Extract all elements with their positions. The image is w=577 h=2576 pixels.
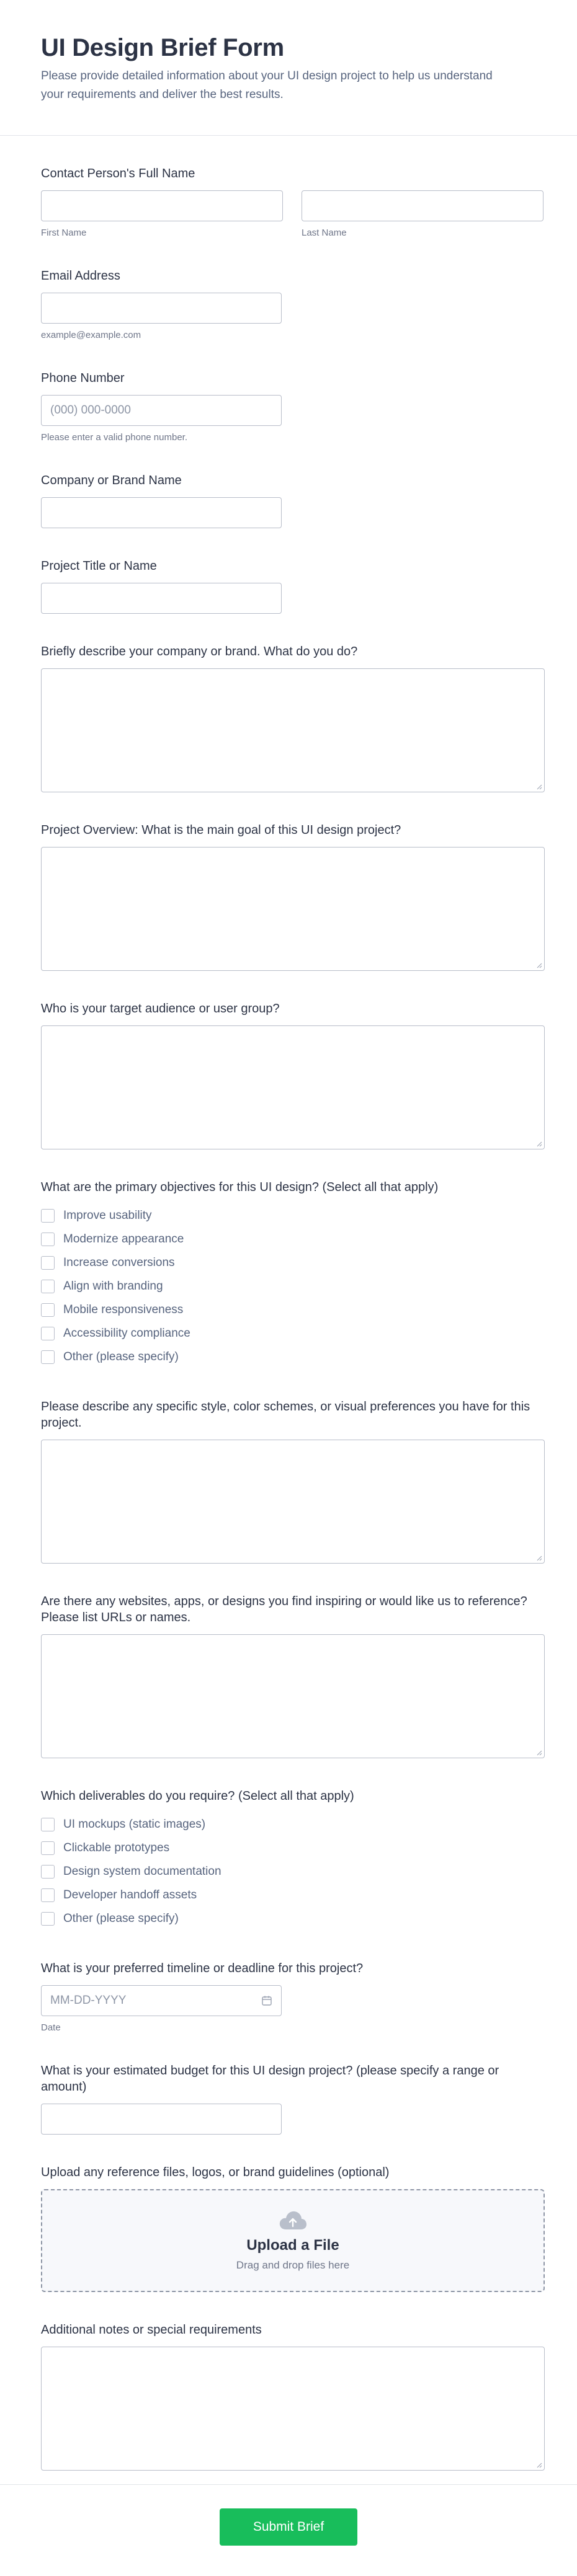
objective-option[interactable]: Modernize appearance [41, 1228, 536, 1251]
submit-button[interactable]: Submit Brief [220, 2508, 357, 2546]
upload-title: Upload a File [246, 2237, 339, 2254]
field-label: Email Address [41, 269, 120, 283]
inspiration-field [41, 1593, 536, 1758]
checkbox[interactable] [41, 1280, 55, 1293]
checkbox[interactable] [41, 1350, 55, 1364]
page-description: Please provide detailed information about your UI design project to help us understand your requirements and deliver the best results. [41, 69, 493, 101]
describe-company-field [41, 644, 536, 792]
project-title-input[interactable] [41, 583, 282, 614]
company-input[interactable] [41, 497, 282, 528]
objective-option[interactable]: Mobile responsiveness [41, 1298, 536, 1322]
date-placeholder: MM-DD-YYYY [50, 1994, 127, 2007]
form-body [0, 166, 577, 2471]
resize-grip-icon[interactable] [536, 962, 542, 968]
resize-grip-icon[interactable] [536, 784, 542, 790]
page-title: UI Design Brief Form [41, 34, 284, 61]
checkbox[interactable] [41, 1888, 55, 1902]
field-label: What is your estimated budget for this UI design project? (please specify a range or amount) [41, 2064, 499, 2094]
field-label: Project Title or Name [41, 559, 157, 573]
objective-option[interactable]: Improve usability [41, 1204, 536, 1228]
deliverable-option[interactable]: Developer handoff assets [41, 1883, 536, 1907]
style-field [41, 1399, 536, 1564]
deliverables-checklist [41, 1813, 536, 1931]
timeline-field [41, 1960, 536, 2033]
phone-placeholder: (000) 000-0000 [50, 404, 131, 417]
deliverables-field [41, 1788, 536, 1931]
resize-grip-icon[interactable] [536, 1555, 542, 1561]
budget-field [41, 2063, 536, 2135]
inspiration-textarea[interactable] [41, 1634, 545, 1758]
project-title-field [41, 558, 536, 614]
audience-field [41, 1001, 536, 1149]
contact-name-field [41, 166, 536, 238]
form-header [0, 0, 577, 136]
field-label: Contact Person's Full Name [41, 167, 195, 180]
audience-textarea[interactable] [41, 1025, 545, 1149]
deliverable-option[interactable]: Other (please specify) [41, 1907, 536, 1931]
checkbox[interactable] [41, 1912, 55, 1926]
field-label: Which deliverables do you require? (Select all that apply) [41, 1789, 354, 1803]
objective-option[interactable]: Align with branding [41, 1275, 536, 1298]
field-label: Company or Brand Name [41, 474, 182, 487]
deliverable-option[interactable]: Design system documentation [41, 1860, 536, 1883]
field-label: Briefly describe your company or brand. What do you do? [41, 645, 358, 658]
budget-input[interactable] [41, 2104, 282, 2135]
first-name-sublabel: First Name [41, 228, 87, 238]
describe-company-textarea[interactable] [41, 668, 545, 792]
cloud-upload-icon [279, 2210, 307, 2231]
company-field [41, 472, 536, 528]
field-label: Project Overview: What is the main goal of this UI design project? [41, 823, 401, 837]
checkbox[interactable] [41, 1233, 55, 1246]
field-label: Who is your target audience or user group? [41, 1002, 280, 1016]
notes-textarea[interactable] [41, 2347, 545, 2471]
field-label: Please describe any specific style, color schemes, or visual preferences you have for this project. [41, 1400, 530, 1430]
checkbox[interactable] [41, 1209, 55, 1223]
deliverable-option[interactable]: UI mockups (static images) [41, 1813, 536, 1836]
resize-grip-icon[interactable] [536, 1141, 542, 1147]
email-input[interactable] [41, 293, 282, 324]
resize-grip-icon[interactable] [536, 2462, 542, 2468]
first-name-input[interactable] [41, 190, 283, 221]
objective-option[interactable]: Increase conversions [41, 1251, 536, 1275]
checkbox[interactable] [41, 1841, 55, 1855]
field-label: Are there any websites, apps, or designs you find inspiring or would like us to reference? Please list URLs or names. [41, 1595, 527, 1624]
checkbox[interactable] [41, 1256, 55, 1270]
checkbox[interactable] [41, 1303, 55, 1317]
objectives-field [41, 1179, 536, 1369]
date-sublabel: Date [41, 2022, 61, 2033]
resize-grip-icon[interactable] [536, 1750, 542, 1756]
deliverable-option[interactable]: Clickable prototypes [41, 1836, 536, 1860]
phone-input[interactable] [41, 395, 282, 426]
objectives-checklist [41, 1204, 536, 1369]
phone-sublabel: Please enter a valid phone number. [41, 432, 187, 443]
checkbox[interactable] [41, 1818, 55, 1831]
objective-option[interactable]: Accessibility compliance [41, 1322, 536, 1345]
calendar-icon[interactable] [261, 1995, 272, 2006]
field-label: Upload any reference files, logos, or brand guidelines (optional) [41, 2166, 390, 2179]
form-footer [0, 2484, 577, 2576]
upload-subtitle: Drag and drop files here [236, 2259, 350, 2271]
email-field [41, 268, 536, 340]
field-label: Additional notes or special requirements [41, 2323, 262, 2337]
checkbox[interactable] [41, 1327, 55, 1340]
field-label: What are the primary objectives for this UI design? (Select all that apply) [41, 1180, 439, 1194]
date-input[interactable] [41, 1985, 282, 2016]
field-label: Phone Number [41, 371, 125, 385]
phone-field [41, 370, 536, 443]
overview-textarea[interactable] [41, 847, 545, 971]
notes-field [41, 2322, 536, 2471]
objective-option[interactable]: Other (please specify) [41, 1345, 536, 1369]
field-label: What is your preferred timeline or deadline for this project? [41, 1962, 364, 1975]
file-upload-dropzone[interactable] [41, 2189, 545, 2292]
overview-field [41, 822, 536, 971]
last-name-input[interactable] [302, 190, 543, 221]
email-sublabel: example@example.com [41, 330, 141, 340]
last-name-sublabel: Last Name [302, 228, 347, 238]
checkbox[interactable] [41, 1865, 55, 1879]
style-textarea[interactable] [41, 1440, 545, 1564]
upload-field [41, 2164, 536, 2292]
